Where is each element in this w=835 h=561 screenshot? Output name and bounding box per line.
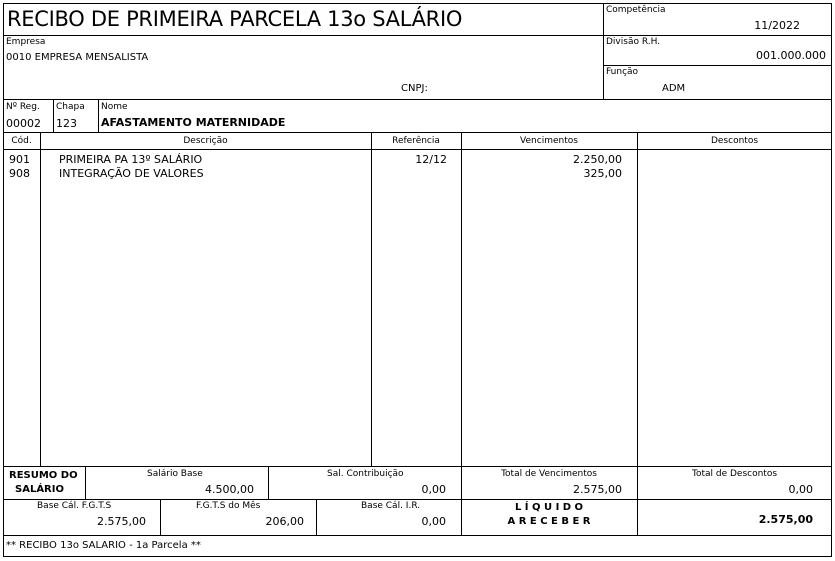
divider: [603, 3, 604, 99]
row-vencimentos: 2.250,00: [573, 153, 622, 166]
divider: [40, 132, 41, 466]
liquido-label-line1: L Í Q U I D O: [514, 502, 584, 513]
base-fgts-value: 2.575,00: [97, 515, 146, 528]
divisao-label: Divisão R.H.: [606, 37, 661, 47]
col-header-vencimentos: Vencimentos: [520, 136, 578, 146]
chapa-value: 123: [56, 117, 77, 130]
row-vencimentos: 325,00: [583, 167, 622, 180]
divider: [371, 132, 372, 466]
reg-value: 00002: [6, 117, 41, 130]
row-cod: 908: [9, 167, 30, 180]
funcao-label: Função: [606, 67, 639, 77]
liquido-value: 2.575,00: [758, 513, 813, 526]
divisao-value: 001.000.000: [756, 49, 826, 62]
reg-label: Nº Reg.: [6, 102, 40, 112]
nome-label: Nome: [101, 102, 128, 112]
funcao-value: ADM: [662, 83, 686, 94]
competencia-label: Competência: [606, 5, 666, 15]
divider: [316, 499, 317, 535]
divider: [3, 132, 832, 133]
fgts-mes-value: 206,00: [265, 515, 304, 528]
divider: [3, 99, 832, 100]
sal-contribuicao-value: 0,00: [421, 483, 446, 496]
col-header-descontos: Descontos: [710, 136, 759, 146]
col-header-referencia: Referência: [392, 136, 440, 146]
total-descontos-value: 0,00: [788, 483, 813, 496]
divider: [3, 149, 832, 150]
cnpj-label: CNPJ:: [401, 83, 428, 94]
receipt-title: RECIBO DE PRIMEIRA PARCELA 13o SALÁRIO: [7, 7, 463, 31]
nome-value: AFASTAMENTO MATERNIDADE: [101, 116, 286, 129]
total-vencimentos-label: Total de Vencimentos: [501, 469, 597, 479]
col-header-descricao: Descrição: [183, 136, 228, 146]
footer-note: ** RECIBO 13o SALARIO - 1a Parcela **: [6, 540, 201, 551]
empresa-value: 0010 EMPRESA MENSALISTA: [6, 52, 149, 63]
divider: [3, 535, 832, 536]
total-vencimentos-value: 2.575,00: [573, 483, 622, 496]
divider: [268, 466, 269, 499]
divider: [3, 499, 832, 500]
row-cod: 901: [9, 153, 30, 166]
base-ir-value: 0,00: [421, 515, 446, 528]
divider: [3, 35, 603, 36]
divider: [85, 466, 86, 499]
empresa-label: Empresa: [6, 37, 46, 47]
fgts-mes-label: F.G.T.S do Mês: [196, 501, 261, 511]
col-header-cod: Cód.: [11, 136, 32, 146]
sal-contribuicao-label: Sal. Contribuição: [327, 469, 404, 479]
divider: [160, 499, 161, 535]
base-ir-label: Base Cál. I.R.: [361, 501, 421, 511]
row-descricao: PRIMEIRA PA 13º SALÁRIO: [59, 153, 203, 166]
divider: [603, 35, 832, 36]
divider: [3, 466, 832, 467]
divider: [98, 99, 99, 132]
divider: [603, 65, 832, 66]
row-descricao: INTEGRAÇÃO DE VALORES: [59, 167, 204, 180]
divider: [53, 99, 54, 132]
row-referencia: 12/12: [415, 153, 447, 166]
salario-base-value: 4.500,00: [205, 483, 254, 496]
resumo-label-line2: SALÁRIO: [15, 484, 64, 495]
liquido-label-line2: A R E C E B E R: [507, 516, 591, 527]
resumo-label-line1: RESUMO DO: [9, 470, 78, 481]
competencia-value: 11/2022: [754, 19, 800, 32]
total-descontos-label: Total de Descontos: [691, 469, 778, 479]
base-fgts-label: Base Cál. F.G.T.S: [37, 501, 112, 511]
salario-base-label: Salário Base: [147, 469, 203, 479]
chapa-label: Chapa: [56, 102, 85, 112]
